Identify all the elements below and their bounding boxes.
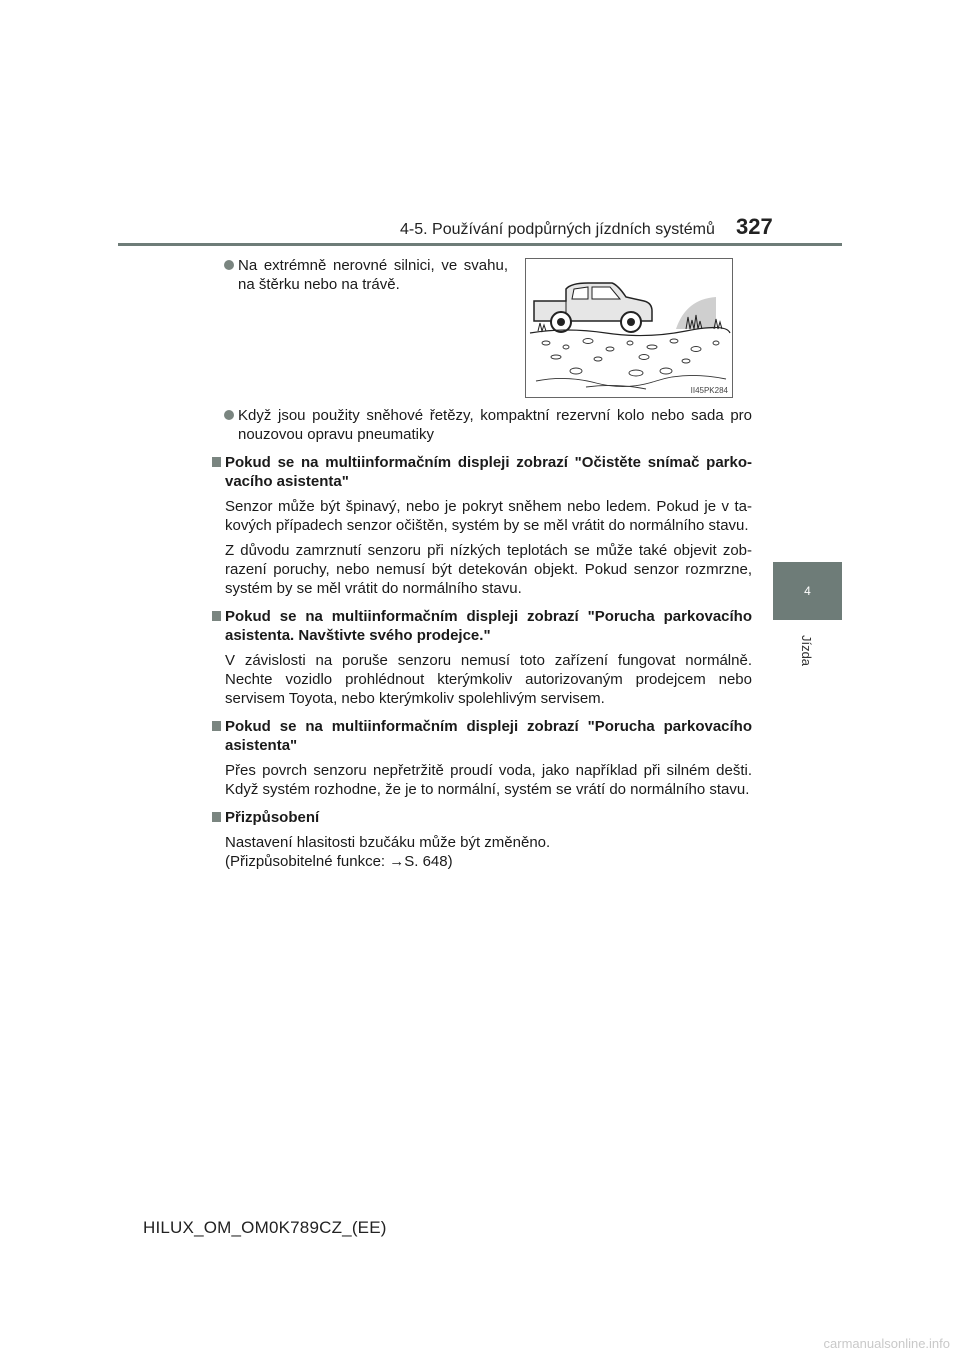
section-heading (212, 717, 752, 755)
square-bullet-icon (212, 812, 221, 822)
chapter-label-text: Jízda (799, 634, 815, 666)
heading-text: Pokud se na multiinformačním displeji zobrazí "Porucha parkovacího asistenta" (225, 718, 752, 754)
document-code: HILUX_OM_OM0K789CZ_(EE) (143, 1218, 387, 1237)
section-title: 4-5. Používání podpůrných jízdních systémů (400, 221, 715, 238)
paragraph: Přes povrch senzoru nepřetržitě proudí voda, jako například při silném dešti. Když systém rozhodne, že je to normální, systém se vrátí do normálního stavu. (225, 762, 752, 798)
square-bullet-icon (212, 611, 221, 621)
list-item (212, 256, 508, 294)
list-item (212, 406, 752, 444)
page-number: 327 (736, 214, 773, 239)
figure-code: II45PK284 (690, 386, 728, 395)
chapter-tab[interactable] (773, 562, 842, 620)
paragraph: Nastavení hlasitosti bzučáku může být změněno. (225, 834, 551, 851)
bullet-icon (224, 410, 234, 420)
bullet-icon (224, 260, 234, 270)
chapter-label (786, 630, 828, 670)
section-heading (212, 607, 752, 645)
page-content (212, 256, 752, 871)
watermark: carmanualsonline.info (823, 1336, 950, 1351)
bullet-text: Na extrémně nerovné silnici, ve svahu, na štěrku nebo na trávě. (238, 257, 508, 293)
paragraph: Senzor může být špinavý, nebo je pokryt sněhem nebo ledem. Pokud je v ta-kových případech senzor očištěn, systém by se měl vrátit do normálního stavu. (225, 498, 752, 534)
square-bullet-icon (212, 457, 221, 467)
section-heading (212, 808, 752, 827)
square-bullet-icon (212, 721, 221, 731)
paragraph[interactable]: (Přizpůsobitelné funkce: →S. 648) (225, 853, 453, 870)
chapter-number: 4 (804, 584, 811, 598)
paragraph: V závislosti na poruše senzoru nemusí toto zařízení fungovat normálně. Nechte vozidlo prohlédnout kterýmkoliv autorizovaným prodejcem nebo servisem Toyota, nebo kterýmkoliv spolehlivým servisem. (225, 652, 752, 707)
section-heading (212, 453, 752, 491)
bullet-text: Když jsou použity sněhové řetězy, kompaktní rezervní kolo nebo sada pro nouzovou opravu pneumatiky (238, 407, 752, 443)
header-divider (118, 243, 842, 246)
paragraph: Z důvodu zamrznutí senzoru při nízkých teplotách se může také objevit zob-razení poruchy, nebo nemusí být detekován objekt. Pokud senzor rozmrzne, systém by se měl vrátit do normálního stavu. (225, 542, 752, 597)
heading-text: Přizpůsobení (225, 809, 320, 826)
heading-text: Pokud se na multiinformačním displeji zobrazí "Očistěte snímač parko-vacího asistenta" (225, 454, 752, 490)
heading-text: Pokud se na multiinformačním displeji zobrazí "Porucha parkovacího asistenta. Navštivte svého prodejce." (225, 608, 752, 644)
